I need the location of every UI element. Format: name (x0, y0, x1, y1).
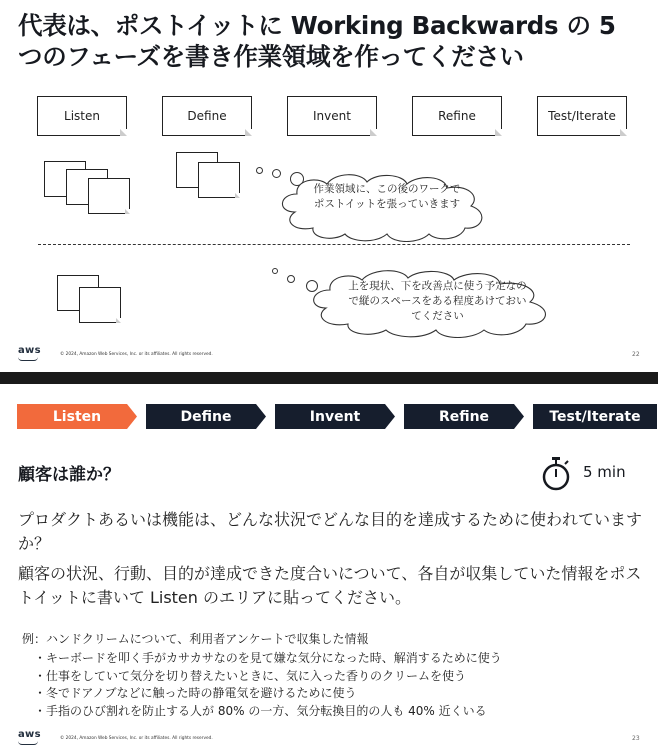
step-label: Refine (438, 408, 490, 425)
sticky-note-refine[interactable] (412, 96, 502, 136)
stopwatch-icon (540, 456, 572, 492)
blank-sticky-note[interactable] (79, 287, 121, 323)
aws-logo: aws (18, 345, 41, 356)
blank-sticky-note[interactable] (88, 178, 130, 214)
sticky-note-label: Listen (64, 109, 100, 123)
example-list (34, 650, 502, 720)
cloud-text-space: 上を現状、下を改善点に使う予定なので縦のスペースをある程度あけておいてください (348, 280, 527, 322)
list-item: ・ 仕事をしていて気分を切り替えたいときに、気に入った香りのクリームを使う (34, 668, 502, 686)
timer-duration: 5 min (583, 463, 626, 481)
slide-23 (0, 384, 658, 756)
list-item: ・ 冬でドアノブなどに触った時の静電気を避けるために使う (34, 685, 502, 703)
step-invent[interactable] (275, 404, 395, 429)
slide-title: 代表は、ポストイットに Working Backwards の 5 つのフェーズを書き作業領域を作ってください (18, 11, 616, 71)
divider-dashed (38, 244, 630, 245)
step-label: Define (180, 408, 232, 425)
slide-separator (0, 372, 658, 384)
cloud-text-workspace: 作業領域に、この後のワークでポストイットを張っていきます (313, 183, 461, 210)
sticky-note-label: Define (187, 109, 227, 123)
thought-dot (256, 167, 263, 174)
sticky-note-define[interactable] (162, 96, 252, 136)
instruction-paragraph: 顧客の状況、行動、目的が達成できた度合いについて、各自が収集していた情報をポストイットに書いて Listen のエリアに貼ってください。 (18, 564, 642, 607)
step-refine[interactable] (404, 404, 524, 429)
step-label: Invent (309, 408, 361, 425)
thought-dot (287, 275, 295, 283)
step-define[interactable] (146, 404, 266, 429)
copyright: © 2024, Amazon Web Services, Inc. or its affiliates. All rights reserved. (60, 736, 213, 741)
page-number: 22 (632, 351, 640, 358)
list-item: ・ 手指のひび割れを防止する人が 80% の一方、気分転換目的の人も 40% 近くいる (34, 703, 502, 721)
sticky-note-invent[interactable] (287, 96, 377, 136)
step-label: Listen (52, 408, 102, 425)
list-item: ・ キーボードを叩く手がカサカサなのを見て嫌な気分になった時、解消するために使う (34, 650, 502, 668)
copyright: © 2024, Amazon Web Services, Inc. or its affiliates. All rights reserved. (60, 352, 213, 357)
step-listen[interactable] (17, 404, 137, 429)
step-test-iterate[interactable] (533, 404, 657, 429)
sticky-note-label: Refine (438, 109, 476, 123)
step-label: Test/Iterate (549, 408, 641, 425)
question-paragraph: プロダクトあるいは機能は、どんな状況でどんな目的を達成するために使われていますか？ (18, 510, 643, 553)
sticky-note-test-iterate[interactable] (537, 96, 627, 136)
slide-22 (0, 0, 658, 372)
example-label: 例：ハンドクリームについて、利用者アンケートで収集した情報 (22, 632, 369, 646)
section-heading: 顧客は誰か？ (18, 465, 120, 485)
page-number: 23 (632, 735, 640, 742)
thought-dot (272, 268, 278, 274)
blank-sticky-note[interactable] (198, 162, 240, 198)
sticky-note-label: Test/Iterate (548, 109, 616, 123)
aws-logo: aws (18, 729, 41, 740)
sticky-note-label: Invent (313, 109, 351, 123)
sticky-note-listen[interactable] (37, 96, 127, 136)
